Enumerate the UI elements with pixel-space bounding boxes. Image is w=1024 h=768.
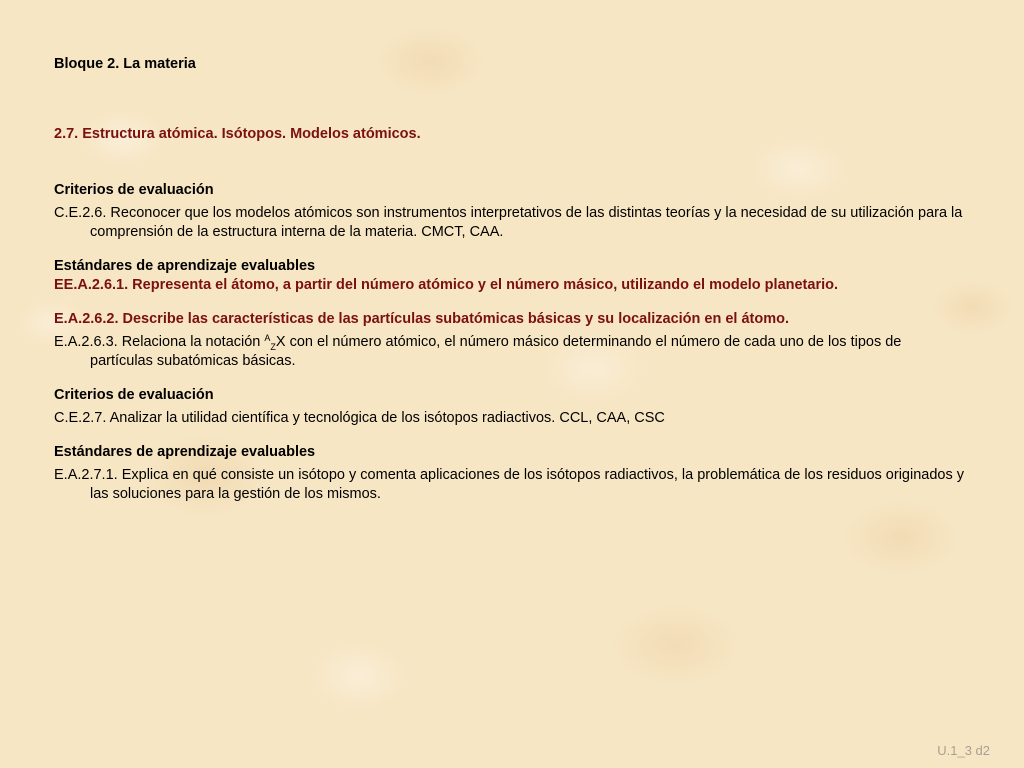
- criteria-heading-2: Criterios de evaluación: [54, 387, 214, 403]
- criteria-text-1: C.E.2.6. Reconocer que los modelos atómicos son instrumentos interpretativos de las distintas teorías y la necesidad de su utilización para la comprensión de la estructura interna de la materia. CMCT, CAA.: [54, 205, 963, 240]
- mass-number-superscript: A: [264, 333, 271, 343]
- document-body: [54, 55, 964, 504]
- standard-2-7-1: E.A.2.7.1. Explica en qué consiste un isótopo y comenta aplicaciones de los isótopos radiactivos, la problemática de los residuos originados y las soluciones para la gestión de los mismos.: [54, 467, 964, 502]
- standard-2-6-3-before: E.A.2.6.3. Relaciona la notación: [54, 334, 265, 350]
- criteria-heading-1: Criterios de evaluación: [54, 182, 214, 198]
- standard-2-6-3: [54, 333, 964, 371]
- standards-heading-1: Estándares de aprendizaje evaluables: [54, 258, 316, 274]
- block-title: Bloque 2. La materia: [54, 56, 196, 72]
- atomic-number-subscript: Z: [270, 342, 276, 352]
- standards-heading-2: Estándares de aprendizaje evaluables: [54, 444, 316, 460]
- element-symbol: X: [275, 334, 286, 350]
- page-number: U.1_3 d2: [937, 743, 990, 758]
- criteria-text-2: C.E.2.7. Analizar la utilidad científica y tecnológica de los isótopos radiactivos. CCL, CAA, CSC: [54, 410, 665, 426]
- section-subtitle: 2.7. Estructura atómica. Isótopos. Modelos atómicos.: [54, 126, 421, 142]
- standard-2-6-3-after: con el número atómico, el número másico determinando el número de cada uno de los tipos de partículas subatómicas básicas.: [90, 334, 902, 369]
- standard-2-6-1: EE.A.2.6.1. Representa el átomo, a partir del número atómico y el número másico, utilizando el modelo planetario.: [54, 277, 839, 293]
- standard-2-6-2: E.A.2.6.2. Describe las características de las partículas subatómicas básicas y su localización en el átomo.: [54, 311, 790, 327]
